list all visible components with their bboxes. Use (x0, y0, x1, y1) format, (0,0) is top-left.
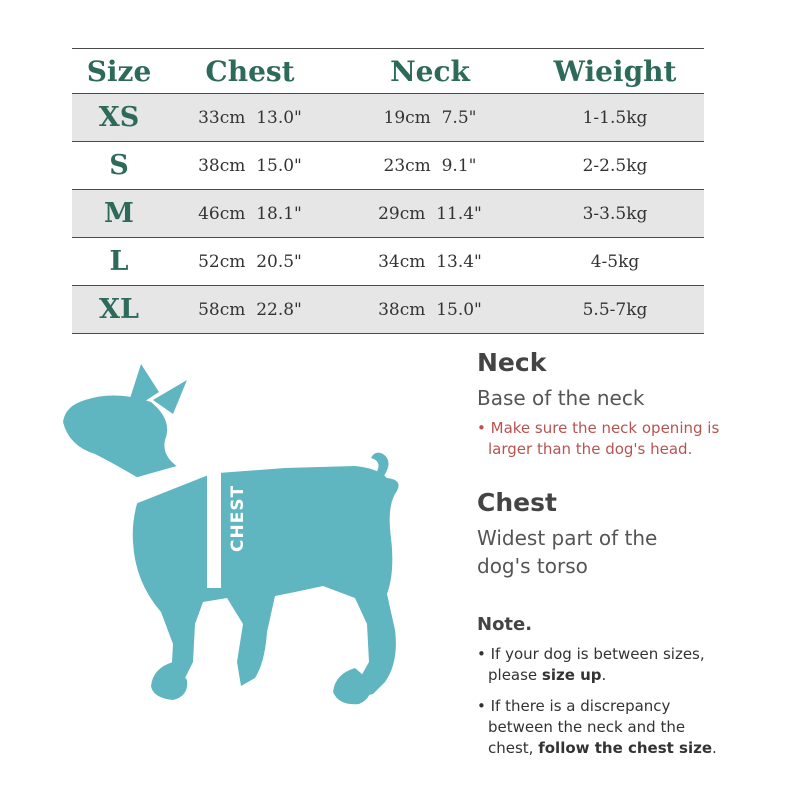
weight-cell: 1-1.5kg (582, 107, 648, 128)
table-row (72, 238, 704, 286)
dog-diagram (55, 362, 415, 722)
chest-cell: 58cm 22.8" (198, 299, 302, 320)
note-bullet-1-line1: If your dog is between sizes, (490, 645, 705, 663)
chest-cell: 52cm 20.5" (198, 251, 302, 272)
note-title: Note. (477, 614, 533, 635)
size-table (72, 48, 704, 334)
chest-description-line1: Widest part of the (477, 526, 658, 550)
note-bullet-1-line2-pre: please (488, 666, 542, 684)
note-bullet-1-line2-post: . (601, 666, 607, 684)
weight-cell: 5.5-7kg (582, 299, 648, 320)
weight-cell: 3-3.5kg (582, 203, 648, 224)
neck-band-label: NECK (131, 461, 190, 507)
neck-cell: 38cm 15.0" (378, 299, 482, 320)
header-chest: Chest (205, 54, 295, 88)
table-header-row (72, 48, 704, 94)
chest-cell: 38cm 15.0" (198, 155, 302, 176)
chest-band (207, 470, 221, 588)
neck-cell: 23cm 9.1" (383, 155, 477, 176)
table-row (72, 190, 704, 238)
neck-warning-line1: Make sure the neck opening is (490, 419, 720, 437)
size-cell: L (109, 246, 129, 277)
chest-cell: 46cm 18.1" (198, 203, 302, 224)
note-bullet-2 (477, 696, 717, 759)
header-neck: Neck (390, 54, 470, 88)
neck-cell: 34cm 13.4" (378, 251, 482, 272)
neck-title: Neck (477, 348, 547, 377)
note-bullet-2-line1: If there is a discrepancy (490, 697, 671, 715)
table-row (72, 286, 704, 334)
table-row (72, 94, 704, 142)
chest-description (477, 524, 657, 580)
neck-warning (477, 418, 719, 460)
neck-cell: 29cm 11.4" (378, 203, 482, 224)
neck-description: Base of the neck (477, 386, 645, 410)
header-weight: Wieight (553, 54, 677, 88)
note-bullet-2-emphasis: follow the chest size (538, 739, 713, 757)
chest-cell: 33cm 13.0" (198, 107, 302, 128)
note-bullet-2-line3-post: . (712, 739, 717, 757)
chest-description-line2: dog's torso (477, 554, 588, 578)
size-cell: S (109, 150, 129, 181)
chest-band-label: CHEST (228, 484, 248, 552)
size-cell: M (104, 198, 134, 229)
note-bullet-1-emphasis: size up (541, 666, 602, 684)
neck-cell: 19cm 7.5" (383, 107, 477, 128)
weight-cell: 4-5kg (590, 251, 640, 272)
size-cell: XS (98, 102, 140, 133)
note-bullet-2-line2: between the neck and the (488, 718, 686, 736)
note-bullet-2-line3-pre: chest, (488, 739, 539, 757)
header-size: Size (86, 54, 152, 88)
bullet-dot: • (477, 697, 491, 715)
neck-warning-line2: larger than the dog's head. (488, 440, 693, 458)
warning-bullet: • (477, 419, 491, 437)
weight-cell: 2-2.5kg (582, 155, 648, 176)
table-row (72, 142, 704, 190)
bullet-dot: • (477, 645, 491, 663)
size-cell: XL (99, 294, 139, 325)
chest-title: Chest (477, 488, 557, 517)
note-bullet-1 (477, 644, 705, 686)
